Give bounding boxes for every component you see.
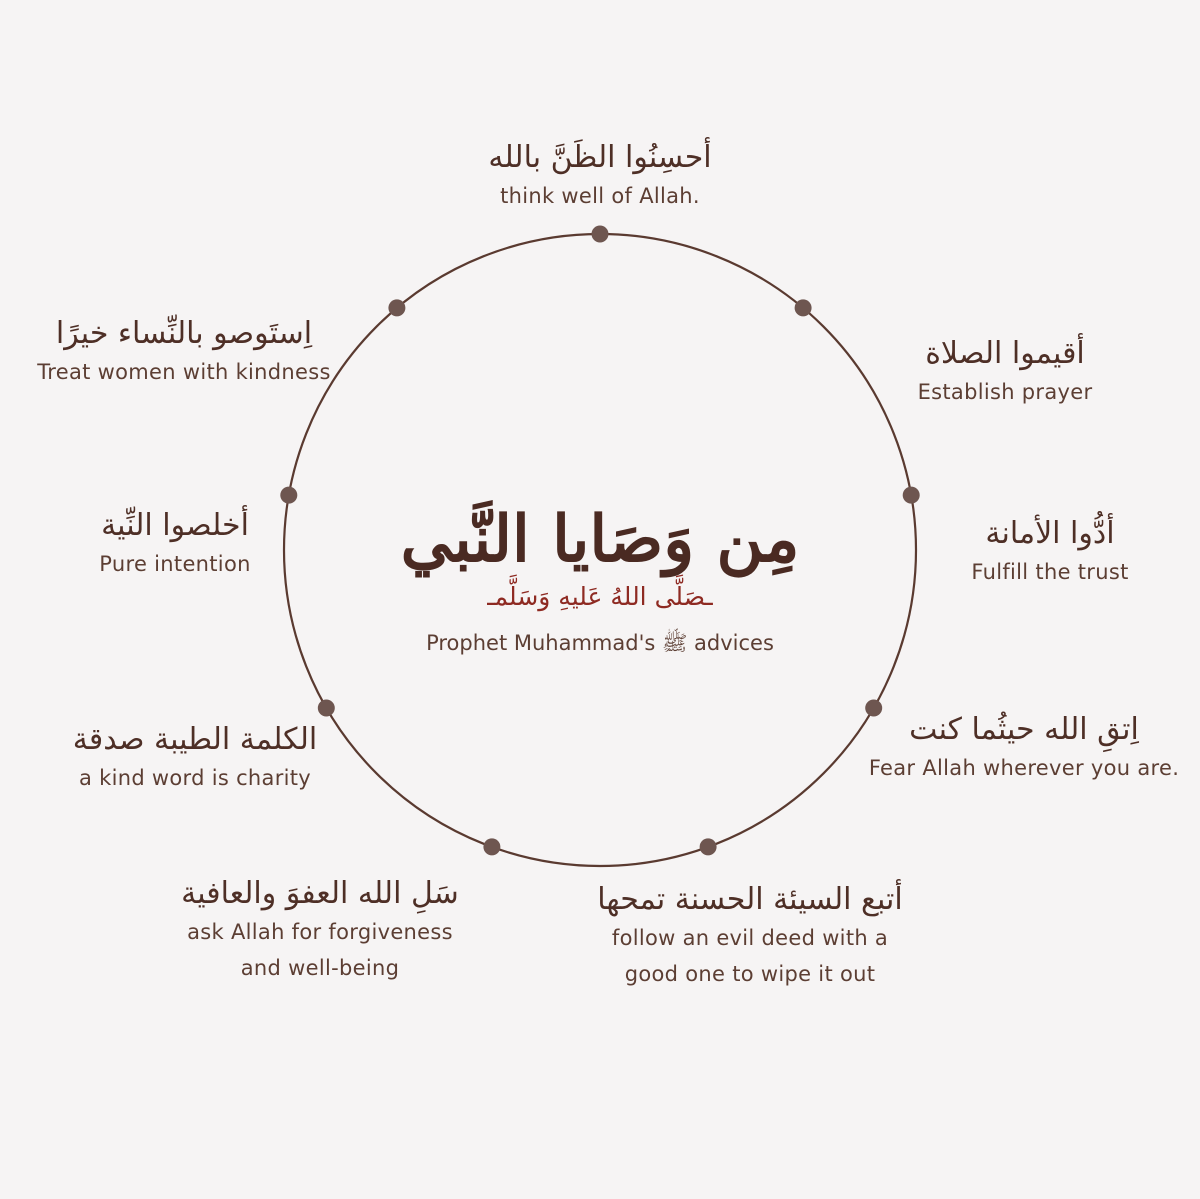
advice-think-well [420, 138, 780, 214]
advice-women-en: Treat women with kindness [37, 360, 331, 384]
advice-forgiveness-en: ask Allah for forgiveness and well-being [187, 920, 453, 980]
ring-node-trust [903, 487, 920, 504]
advice-kind-word-ar: الكلمة الطيبة صدقة [72, 722, 318, 757]
advice-prayer-ar: أقيموا الصلاة [925, 336, 1085, 371]
ring-node-think-well [592, 226, 609, 243]
advice-kind-word [40, 720, 350, 796]
advice-trust-ar: أدُّوا الأمانة [985, 516, 1115, 551]
center-honorific: ـصَلَّى اللهُ عَليهِ وَسَلَّمـ [487, 582, 713, 611]
ring-node-evil-deed [700, 838, 717, 855]
advice-fear-allah [852, 710, 1196, 786]
advice-intention-ar: أخلصوا النِّية [101, 508, 249, 543]
advice-forgiveness-ar: سَلِ الله العفوَ والعافية [181, 876, 459, 911]
advice-think-well-en: think well of Allah. [500, 184, 700, 208]
advice-women-ar: اِستَوصو بالنِّساء خيرًا [55, 316, 313, 351]
ring-node-forgiveness [483, 838, 500, 855]
advice-kind-word-en: a kind word is charity [78, 766, 312, 790]
center-subtitle: Prophet Muhammad's ﷺ advices [426, 631, 774, 655]
advice-forgiveness [160, 874, 480, 986]
advice-women [14, 314, 354, 390]
ring-node-kind-word [318, 700, 335, 717]
center-block [330, 500, 870, 660]
ring-node-prayer [795, 299, 812, 316]
advice-evil-deed [580, 880, 920, 992]
ring-node-women [388, 299, 405, 316]
advice-trust [940, 514, 1160, 590]
advice-evil-deed-ar: أتبع السيئة الحسنة تمحها [597, 882, 903, 917]
advice-think-well-ar: أحسِنُوا الظَنَّ بالله [488, 140, 712, 175]
advice-prayer [880, 334, 1130, 410]
ring-node-intention [280, 487, 297, 504]
advice-intention-en: Pure intention [99, 552, 251, 576]
advice-evil-deed-en: follow an evil deed with a good one to wipe it out [611, 926, 889, 986]
advice-fear-allah-en: Fear Allah wherever you are. [868, 756, 1180, 780]
advice-fear-allah-ar: اِتقِ الله حيثُما كنت [909, 712, 1139, 747]
advice-trust-en: Fulfill the trust [971, 560, 1129, 584]
advice-intention [60, 506, 290, 582]
center-title: مِن وَصَايا النَّبي [400, 502, 800, 577]
advice-prayer-en: Establish prayer [917, 380, 1093, 404]
